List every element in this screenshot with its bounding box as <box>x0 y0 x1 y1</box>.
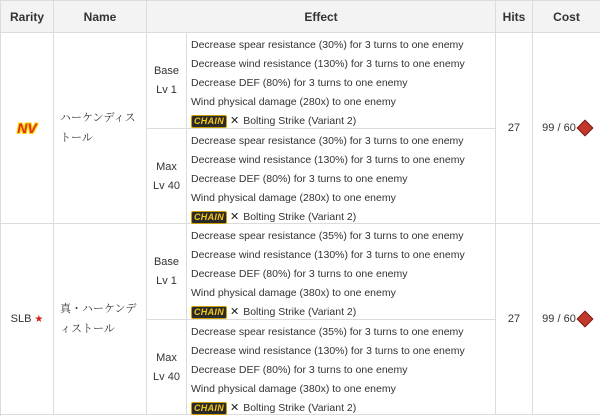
effect-block-base <box>187 33 495 128</box>
effect-line: Decrease wind resistance (130%) for 3 turns to one enemy <box>191 249 465 261</box>
chain-text: Bolting Strike (Variant 2) <box>243 115 357 127</box>
effect-cell <box>187 33 496 224</box>
effect-line: Decrease spear resistance (35%) for 3 turns to one enemy <box>191 326 464 338</box>
chain-icon: CHAIN <box>191 402 227 415</box>
hits-value: 27 <box>496 33 533 224</box>
effect-cell <box>187 224 496 415</box>
effect-line: Wind physical damage (380x) to one enemy <box>191 287 396 299</box>
effect-line: Decrease DEF (80%) for 3 turns to one enemy <box>191 268 408 280</box>
cost-value: 99 / 60 <box>542 313 576 325</box>
effect-line: Decrease wind resistance (130%) for 3 turns to one enemy <box>191 345 465 357</box>
ability-name: 真・ハーケンディストール <box>54 224 147 415</box>
effect-line: Decrease DEF (80%) for 3 turns to one enemy <box>191 173 408 185</box>
effect-line: Decrease spear resistance (30%) for 3 turns to one enemy <box>191 39 464 51</box>
star-icon: ★ <box>34 313 44 325</box>
effect-line: Wind physical damage (280x) to one enemy <box>191 192 396 204</box>
chain-text: Bolting Strike (Variant 2) <box>243 211 357 223</box>
hits-value: 27 <box>496 224 533 415</box>
chain-icon: CHAIN <box>191 115 227 128</box>
cross-icon: ✕ <box>230 115 240 127</box>
effect-line: Wind physical damage (380x) to one enemy <box>191 383 396 395</box>
effect-line: Decrease spear resistance (35%) for 3 turns to one enemy <box>191 230 464 242</box>
effect-line: Decrease wind resistance (130%) for 3 turns to one enemy <box>191 154 465 166</box>
chain-text: Bolting Strike (Variant 2) <box>243 306 357 318</box>
level-cell <box>147 33 187 224</box>
header-effect: Effect <box>147 1 496 33</box>
level-label-max: Max Lv 40 <box>147 319 186 415</box>
chain-icon: CHAIN <box>191 211 227 224</box>
level-label-base: Base Lv 1 <box>153 64 180 96</box>
level-label-max: Max Lv 40 <box>147 128 186 224</box>
ability-name: ハーケンディストール <box>54 33 147 224</box>
header-rarity: Rarity <box>1 1 54 33</box>
effect-line: Wind physical damage (280x) to one enemy <box>191 96 396 108</box>
crystal-icon <box>576 120 593 137</box>
header-cost: Cost <box>533 1 600 33</box>
chain-text: Bolting Strike (Variant 2) <box>243 402 357 414</box>
cost-cell <box>533 33 600 224</box>
effect-line: Decrease DEF (80%) for 3 turns to one enemy <box>191 77 408 89</box>
cross-icon: ✕ <box>230 306 240 318</box>
rarity-cell <box>1 33 54 224</box>
level-label-base: Base Lv 1 <box>153 255 180 287</box>
effect-line: Decrease DEF (80%) for 3 turns to one enemy <box>191 364 408 376</box>
level-cell <box>147 224 187 415</box>
header-name: Name <box>54 1 147 33</box>
cross-icon: ✕ <box>230 402 240 414</box>
effect-line: Decrease wind resistance (130%) for 3 turns to one enemy <box>191 58 465 70</box>
nv-rarity-icon: NV <box>17 120 37 136</box>
header-hits: Hits <box>496 1 533 33</box>
rarity-cell <box>1 224 54 415</box>
chain-line <box>191 399 491 418</box>
cost-value: 99 / 60 <box>542 122 576 134</box>
effect-block-max <box>187 128 495 224</box>
effect-block-max <box>187 319 495 415</box>
rarity-label: SLB <box>10 313 32 325</box>
chain-icon: CHAIN <box>191 306 227 319</box>
effect-line: Decrease spear resistance (30%) for 3 turns to one enemy <box>191 135 464 147</box>
effect-block-base <box>187 224 495 319</box>
cost-cell <box>533 224 600 415</box>
cross-icon: ✕ <box>230 211 240 223</box>
crystal-icon <box>576 311 593 328</box>
